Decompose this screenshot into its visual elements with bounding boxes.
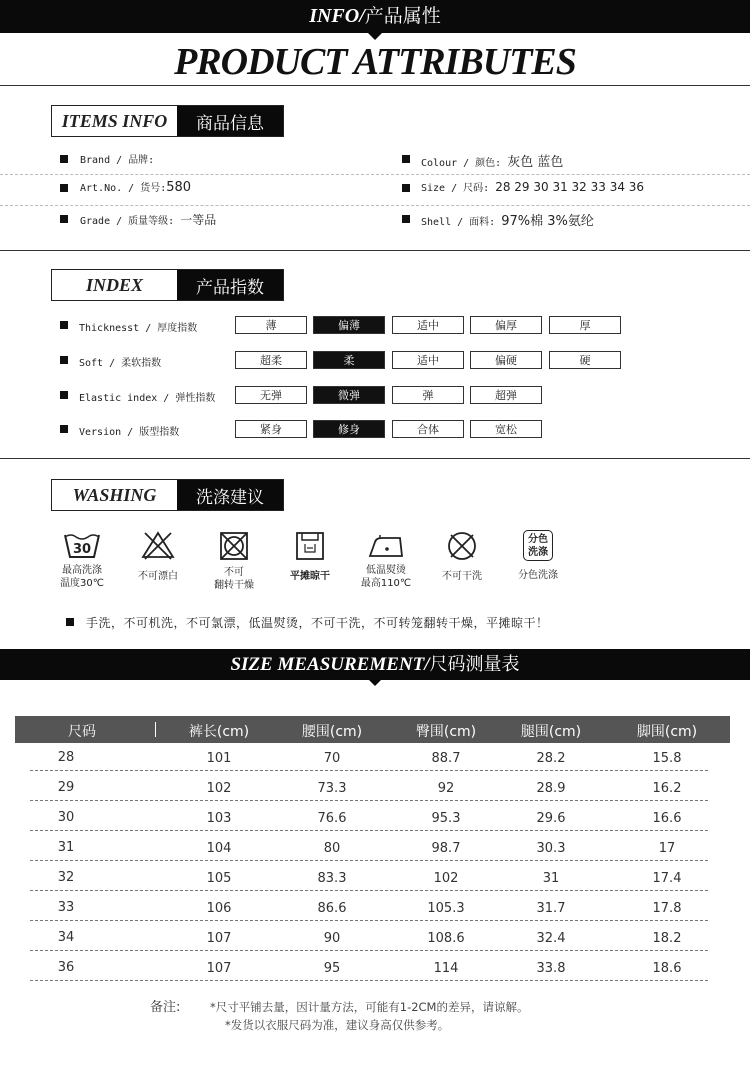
low-iron-icon xyxy=(366,530,406,560)
table-row-divider xyxy=(30,980,708,981)
table-cell: 28 xyxy=(57,750,75,765)
table-cell: 73.3 xyxy=(317,781,347,796)
divider xyxy=(0,458,750,459)
size-label: Size / 尺码: xyxy=(421,183,490,194)
colour-label: Colour / 颜色: xyxy=(421,158,502,169)
table-cell: 28.9 xyxy=(536,781,566,796)
wash-30-glyph: 30 xyxy=(72,542,92,557)
wash-separately-caption: 分色洗涤 xyxy=(518,570,558,581)
size-header-title xyxy=(0,649,750,680)
index-option: 微弹 xyxy=(313,386,385,404)
index-tag xyxy=(51,269,284,301)
table-cell: 33 xyxy=(57,900,75,915)
divider xyxy=(0,250,750,251)
wash-separately-item xyxy=(503,530,573,582)
table-header-cell: 腿围(cm) xyxy=(520,724,582,740)
table-row-divider xyxy=(30,890,708,891)
table-header-cell: 尺码 xyxy=(68,724,96,740)
table-cell: 90 xyxy=(323,931,341,946)
colour-value: 灰色 蓝色 xyxy=(507,155,564,170)
index-row-label: Thicknesst / 厚度指数 xyxy=(79,323,198,334)
size-title-en: SIZE MEASUREMENT/ xyxy=(230,654,430,675)
low-iron-item xyxy=(351,530,421,590)
washing-tag-en: WASHING xyxy=(52,480,177,510)
grade-label: Grade / 质量等级: xyxy=(80,216,175,227)
index-option: 超柔 xyxy=(235,351,307,369)
index-tag-zh: 产品指数 xyxy=(177,270,283,300)
no-bleach-item xyxy=(123,530,193,583)
note-line-1: *尺寸平铺去量，因计量方法，可能有1-2CM的差异，请谅解。 xyxy=(210,1000,529,1014)
art-label: Art.No. / 货号: xyxy=(80,183,167,194)
note-label: 备注: xyxy=(150,1000,181,1015)
table-cell: 31 xyxy=(57,840,75,855)
index-option: 厚 xyxy=(549,316,621,334)
table-cell: 18.6 xyxy=(652,961,682,976)
table-cell: 105 xyxy=(206,871,232,886)
items-info-tag xyxy=(51,105,284,137)
colour-attribute xyxy=(421,151,563,170)
washing-tag xyxy=(51,479,284,511)
no-tumble-item xyxy=(199,530,269,592)
page-title: PRODUCT ATTRIBUTES xyxy=(174,41,576,83)
table-cell: 34 xyxy=(57,930,75,945)
washing-note: 手洗，不可机洗，不可氯漂，低温熨烫，不可干洗，不可转笼翻转干燥，平摊晾干！ xyxy=(86,616,549,630)
wash-30-item xyxy=(47,530,117,590)
size-value: 28 29 30 31 32 33 34 36 xyxy=(495,180,645,194)
items-info-tag-en: ITEMS INFO xyxy=(52,106,177,136)
table-row-divider xyxy=(30,800,708,801)
index-option: 适中 xyxy=(392,351,464,369)
table-cell: 29 xyxy=(57,780,75,795)
table-cell: 101 xyxy=(206,751,232,766)
dry-flat-caption: 平摊晾干 xyxy=(290,571,330,582)
brand-label: Brand / 品牌: xyxy=(80,155,155,166)
items-info-tag-zh: 商品信息 xyxy=(177,106,283,136)
dry-flat-item xyxy=(275,530,345,583)
bullet-icon xyxy=(66,618,74,626)
index-option: 偏硬 xyxy=(470,351,542,369)
table-cell: 95 xyxy=(323,961,341,976)
table-cell: 31 xyxy=(542,871,560,886)
shell-value: 97%棉 3%氨纶 xyxy=(501,214,594,229)
index-option: 超弹 xyxy=(470,386,542,404)
table-cell: 17 xyxy=(658,841,676,856)
header-info-en: INFO/ xyxy=(309,5,365,27)
table-cell: 17.8 xyxy=(652,901,682,916)
header-info-zh: 产品属性 xyxy=(364,5,441,27)
dry-flat-icon xyxy=(294,530,326,562)
table-cell: 103 xyxy=(206,811,232,826)
table-cell: 107 xyxy=(206,961,232,976)
wash-separately-icon: 分色 洗涤 xyxy=(523,530,553,561)
note-line-2: *发货以衣服尺码为准，建议身高仅供参考。 xyxy=(225,1018,450,1032)
size-attribute xyxy=(421,179,644,194)
divider xyxy=(0,174,750,175)
grade-attribute xyxy=(80,211,216,228)
table-row-divider xyxy=(30,770,708,771)
divider xyxy=(0,85,750,86)
table-row-divider xyxy=(30,830,708,831)
table-cell: 36 xyxy=(57,960,75,975)
table-row-divider xyxy=(30,950,708,951)
table-cell: 102 xyxy=(206,781,232,796)
size-header-pointer xyxy=(369,680,381,686)
table-cell: 92 xyxy=(437,781,455,796)
bullet-icon xyxy=(60,356,68,364)
header-info-title xyxy=(0,0,750,33)
index-option: 无弹 xyxy=(235,386,307,404)
table-header-cell: 臀围(cm) xyxy=(415,724,477,740)
table-header-cell: 脚围(cm) xyxy=(636,724,698,740)
table-cell: 114 xyxy=(433,961,459,976)
bullet-icon xyxy=(402,155,410,163)
bullet-icon xyxy=(60,425,68,433)
header-bar xyxy=(0,0,750,33)
shell-label: Shell / 面料: xyxy=(421,217,496,228)
index-option: 硬 xyxy=(549,351,621,369)
divider xyxy=(0,205,750,206)
table-cell: 32.4 xyxy=(536,931,566,946)
table-cell: 107 xyxy=(206,931,232,946)
table-row-divider xyxy=(30,920,708,921)
bullet-icon xyxy=(60,215,68,223)
table-cell: 30 xyxy=(57,810,75,825)
index-row-label: Version / 版型指数 xyxy=(79,427,180,438)
shell-attribute xyxy=(421,210,594,229)
table-cell: 105.3 xyxy=(427,901,465,916)
wash-30-caption: 最高洗涤 温度30℃ xyxy=(60,565,104,589)
index-tag-en: INDEX xyxy=(52,270,177,300)
header-separator xyxy=(155,722,156,737)
wash-30-icon xyxy=(62,530,102,560)
index-option: 修身 xyxy=(313,420,385,438)
washing-tag-zh: 洗涤建议 xyxy=(177,480,283,510)
index-option: 弹 xyxy=(392,386,464,404)
art-value: 580 xyxy=(166,180,192,195)
table-cell: 80 xyxy=(323,841,341,856)
bullet-icon xyxy=(402,184,410,192)
index-option: 紧身 xyxy=(235,420,307,438)
table-cell: 29.6 xyxy=(536,811,566,826)
table-header-cell: 裤长(cm) xyxy=(188,724,250,740)
table-cell: 106 xyxy=(206,901,232,916)
index-option: 薄 xyxy=(235,316,307,334)
index-option: 适中 xyxy=(392,316,464,334)
table-cell: 16.2 xyxy=(652,781,682,796)
brand-attribute xyxy=(80,151,154,167)
table-header-cell: 腰围(cm) xyxy=(301,724,363,740)
no-dry-clean-item xyxy=(427,530,497,583)
no-bleach-caption: 不可漂白 xyxy=(138,571,178,582)
table-cell: 98.7 xyxy=(431,841,461,856)
table-cell: 108.6 xyxy=(427,931,465,946)
no-dry-clean-icon xyxy=(445,530,479,562)
low-iron-caption: 低温熨烫 最高110℃ xyxy=(360,565,412,589)
grade-value: 一等品 xyxy=(180,213,217,227)
table-cell: 30.3 xyxy=(536,841,566,856)
bullet-icon xyxy=(60,391,68,399)
table-cell: 76.6 xyxy=(317,811,347,826)
table-cell: 17.4 xyxy=(652,871,682,886)
index-row-label: Elastic index / 弹性指数 xyxy=(79,393,216,404)
table-cell: 102 xyxy=(433,871,459,886)
index-option: 合体 xyxy=(392,420,464,438)
bullet-icon xyxy=(402,215,410,223)
bullet-icon xyxy=(60,321,68,329)
table-cell: 18.2 xyxy=(652,931,682,946)
table-cell: 28.2 xyxy=(536,751,566,766)
table-cell: 83.3 xyxy=(317,871,347,886)
size-header-bar xyxy=(0,649,750,680)
index-option: 柔 xyxy=(313,351,385,369)
table-cell: 16.6 xyxy=(652,811,682,826)
bullet-icon xyxy=(60,155,68,163)
no-tumble-dry-icon xyxy=(218,530,250,562)
size-title-zh: 尺码测量表 xyxy=(429,654,520,675)
art-attribute xyxy=(80,179,191,195)
index-option: 宽松 xyxy=(470,420,542,438)
bullet-icon xyxy=(60,184,68,192)
table-cell: 31.7 xyxy=(536,901,566,916)
index-row-label: Soft / 柔软指数 xyxy=(79,358,162,369)
table-cell: 15.8 xyxy=(652,751,682,766)
no-tumble-caption: 不可 翻转干燥 xyxy=(214,567,254,591)
table-cell: 70 xyxy=(323,751,341,766)
table-cell: 33.8 xyxy=(536,961,566,976)
index-option: 偏薄 xyxy=(313,316,385,334)
no-dry-clean-caption: 不可干洗 xyxy=(442,571,482,582)
no-bleach-icon xyxy=(140,530,176,560)
table-cell: 95.3 xyxy=(431,811,461,826)
header-pointer xyxy=(368,33,382,40)
table-cell: 104 xyxy=(206,841,232,856)
table-cell: 86.6 xyxy=(317,901,347,916)
table-row-divider xyxy=(30,860,708,861)
table-cell: 32 xyxy=(57,870,75,885)
table-cell: 88.7 xyxy=(431,751,461,766)
index-option: 偏厚 xyxy=(470,316,542,334)
